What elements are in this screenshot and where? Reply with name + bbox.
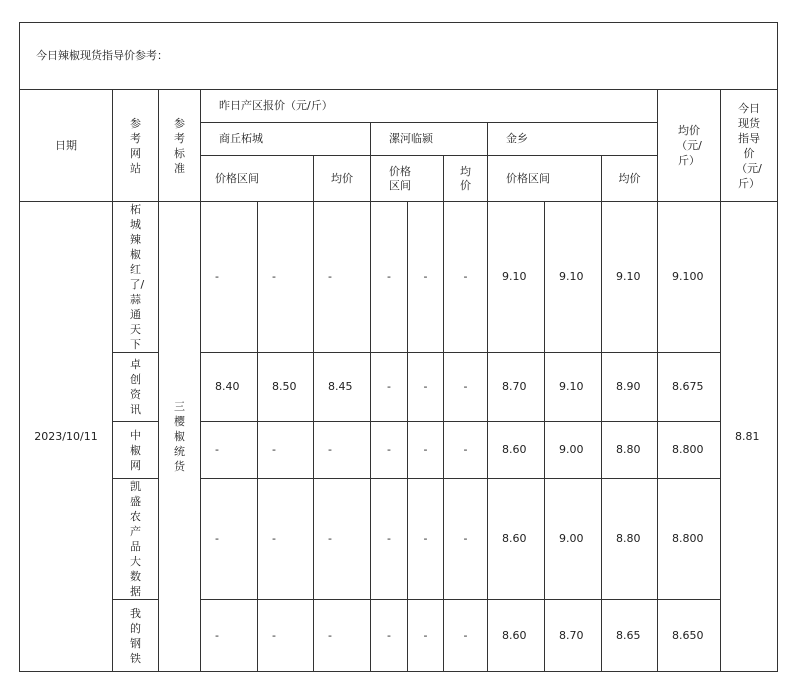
price-cell: -: [444, 479, 488, 600]
table-row: [20, 422, 778, 479]
price-cell: -: [371, 353, 408, 422]
table-row: [20, 479, 778, 600]
price-cell: -: [408, 600, 444, 672]
standard-cell: 三樱椒统货: [159, 202, 201, 672]
price-cell: -: [444, 600, 488, 672]
header-date: 日期: [20, 90, 113, 202]
header-price-range-1: 价格区间: [201, 156, 314, 202]
header-today-price: 今日现货指导价（元/斤）: [721, 90, 778, 202]
price-cell: 8.80: [602, 422, 658, 479]
price-table: [19, 22, 778, 672]
price-cell: 9.10: [488, 202, 545, 353]
header-origin-price: 昨日产区报价（元/斤）: [201, 90, 658, 123]
price-cell: 8.40: [201, 353, 258, 422]
price-cell: 8.60: [488, 422, 545, 479]
today-price-cell: 8.81: [721, 202, 778, 672]
price-cell: -: [408, 479, 444, 600]
price-cell: -: [201, 202, 258, 353]
price-cell: -: [408, 353, 444, 422]
price-cell: 8.60: [488, 479, 545, 600]
price-cell: -: [314, 479, 371, 600]
price-cell: -: [314, 202, 371, 353]
table-row: [20, 202, 778, 353]
header-price-range-2: 价格区间: [371, 156, 444, 202]
price-cell: -: [201, 479, 258, 600]
price-cell: -: [444, 353, 488, 422]
price-cell: 8.70: [545, 600, 602, 672]
header-price-range-3: 价格区间: [488, 156, 602, 202]
price-cell: -: [408, 422, 444, 479]
header-avg-unit: 均价（元/斤）: [658, 90, 721, 202]
price-cell: 8.60: [488, 600, 545, 672]
price-cell: -: [314, 600, 371, 672]
price-cell: -: [314, 422, 371, 479]
price-cell: -: [258, 479, 314, 600]
header-region-luohe: 漯河临颍: [371, 123, 488, 156]
avg-cell: 8.675: [658, 353, 721, 422]
header-standard: 参考标准: [159, 90, 201, 202]
site-cell: 卓创资讯: [113, 353, 159, 422]
header-avg-2: 均价: [444, 156, 488, 202]
price-cell: 9.10: [602, 202, 658, 353]
price-cell: -: [258, 600, 314, 672]
price-cell: 8.65: [602, 600, 658, 672]
price-cell: 9.10: [545, 353, 602, 422]
price-cell: 9.10: [545, 202, 602, 353]
avg-cell: 8.650: [658, 600, 721, 672]
price-cell: -: [258, 202, 314, 353]
table-row: [20, 353, 778, 422]
price-cell: 9.00: [545, 479, 602, 600]
avg-cell: 8.800: [658, 479, 721, 600]
header-region-jinxiang: 金乡: [488, 123, 658, 156]
header-site: 参考网站: [113, 90, 159, 202]
avg-cell: 9.100: [658, 202, 721, 353]
price-cell: -: [201, 422, 258, 479]
header-region-shangqiu: 商丘柘城: [201, 123, 371, 156]
table-title: 今日辣椒现货指导价参考：: [20, 23, 778, 90]
price-cell: -: [201, 600, 258, 672]
price-cell: 9.00: [545, 422, 602, 479]
site-cell: 柘城辣椒红了/蒜通天下: [113, 202, 159, 353]
price-cell: 8.90: [602, 353, 658, 422]
site-cell: 凯盛农产品大数据: [113, 479, 159, 600]
price-cell: 8.70: [488, 353, 545, 422]
date-cell: 2023/10/11: [20, 202, 113, 672]
price-cell: -: [444, 202, 488, 353]
price-cell: 8.50: [258, 353, 314, 422]
price-cell: 8.80: [602, 479, 658, 600]
site-cell: 我的钢铁: [113, 600, 159, 672]
avg-cell: 8.800: [658, 422, 721, 479]
header-avg-3: 均价: [602, 156, 658, 202]
header-avg-1: 均价: [314, 156, 371, 202]
price-cell: -: [371, 422, 408, 479]
price-cell: -: [258, 422, 314, 479]
table-row: [20, 600, 778, 672]
price-cell: -: [444, 422, 488, 479]
price-cell: -: [371, 202, 408, 353]
price-cell: -: [408, 202, 444, 353]
site-cell: 中椒网: [113, 422, 159, 479]
price-cell: 8.45: [314, 353, 371, 422]
price-cell: -: [371, 600, 408, 672]
price-cell: -: [371, 479, 408, 600]
